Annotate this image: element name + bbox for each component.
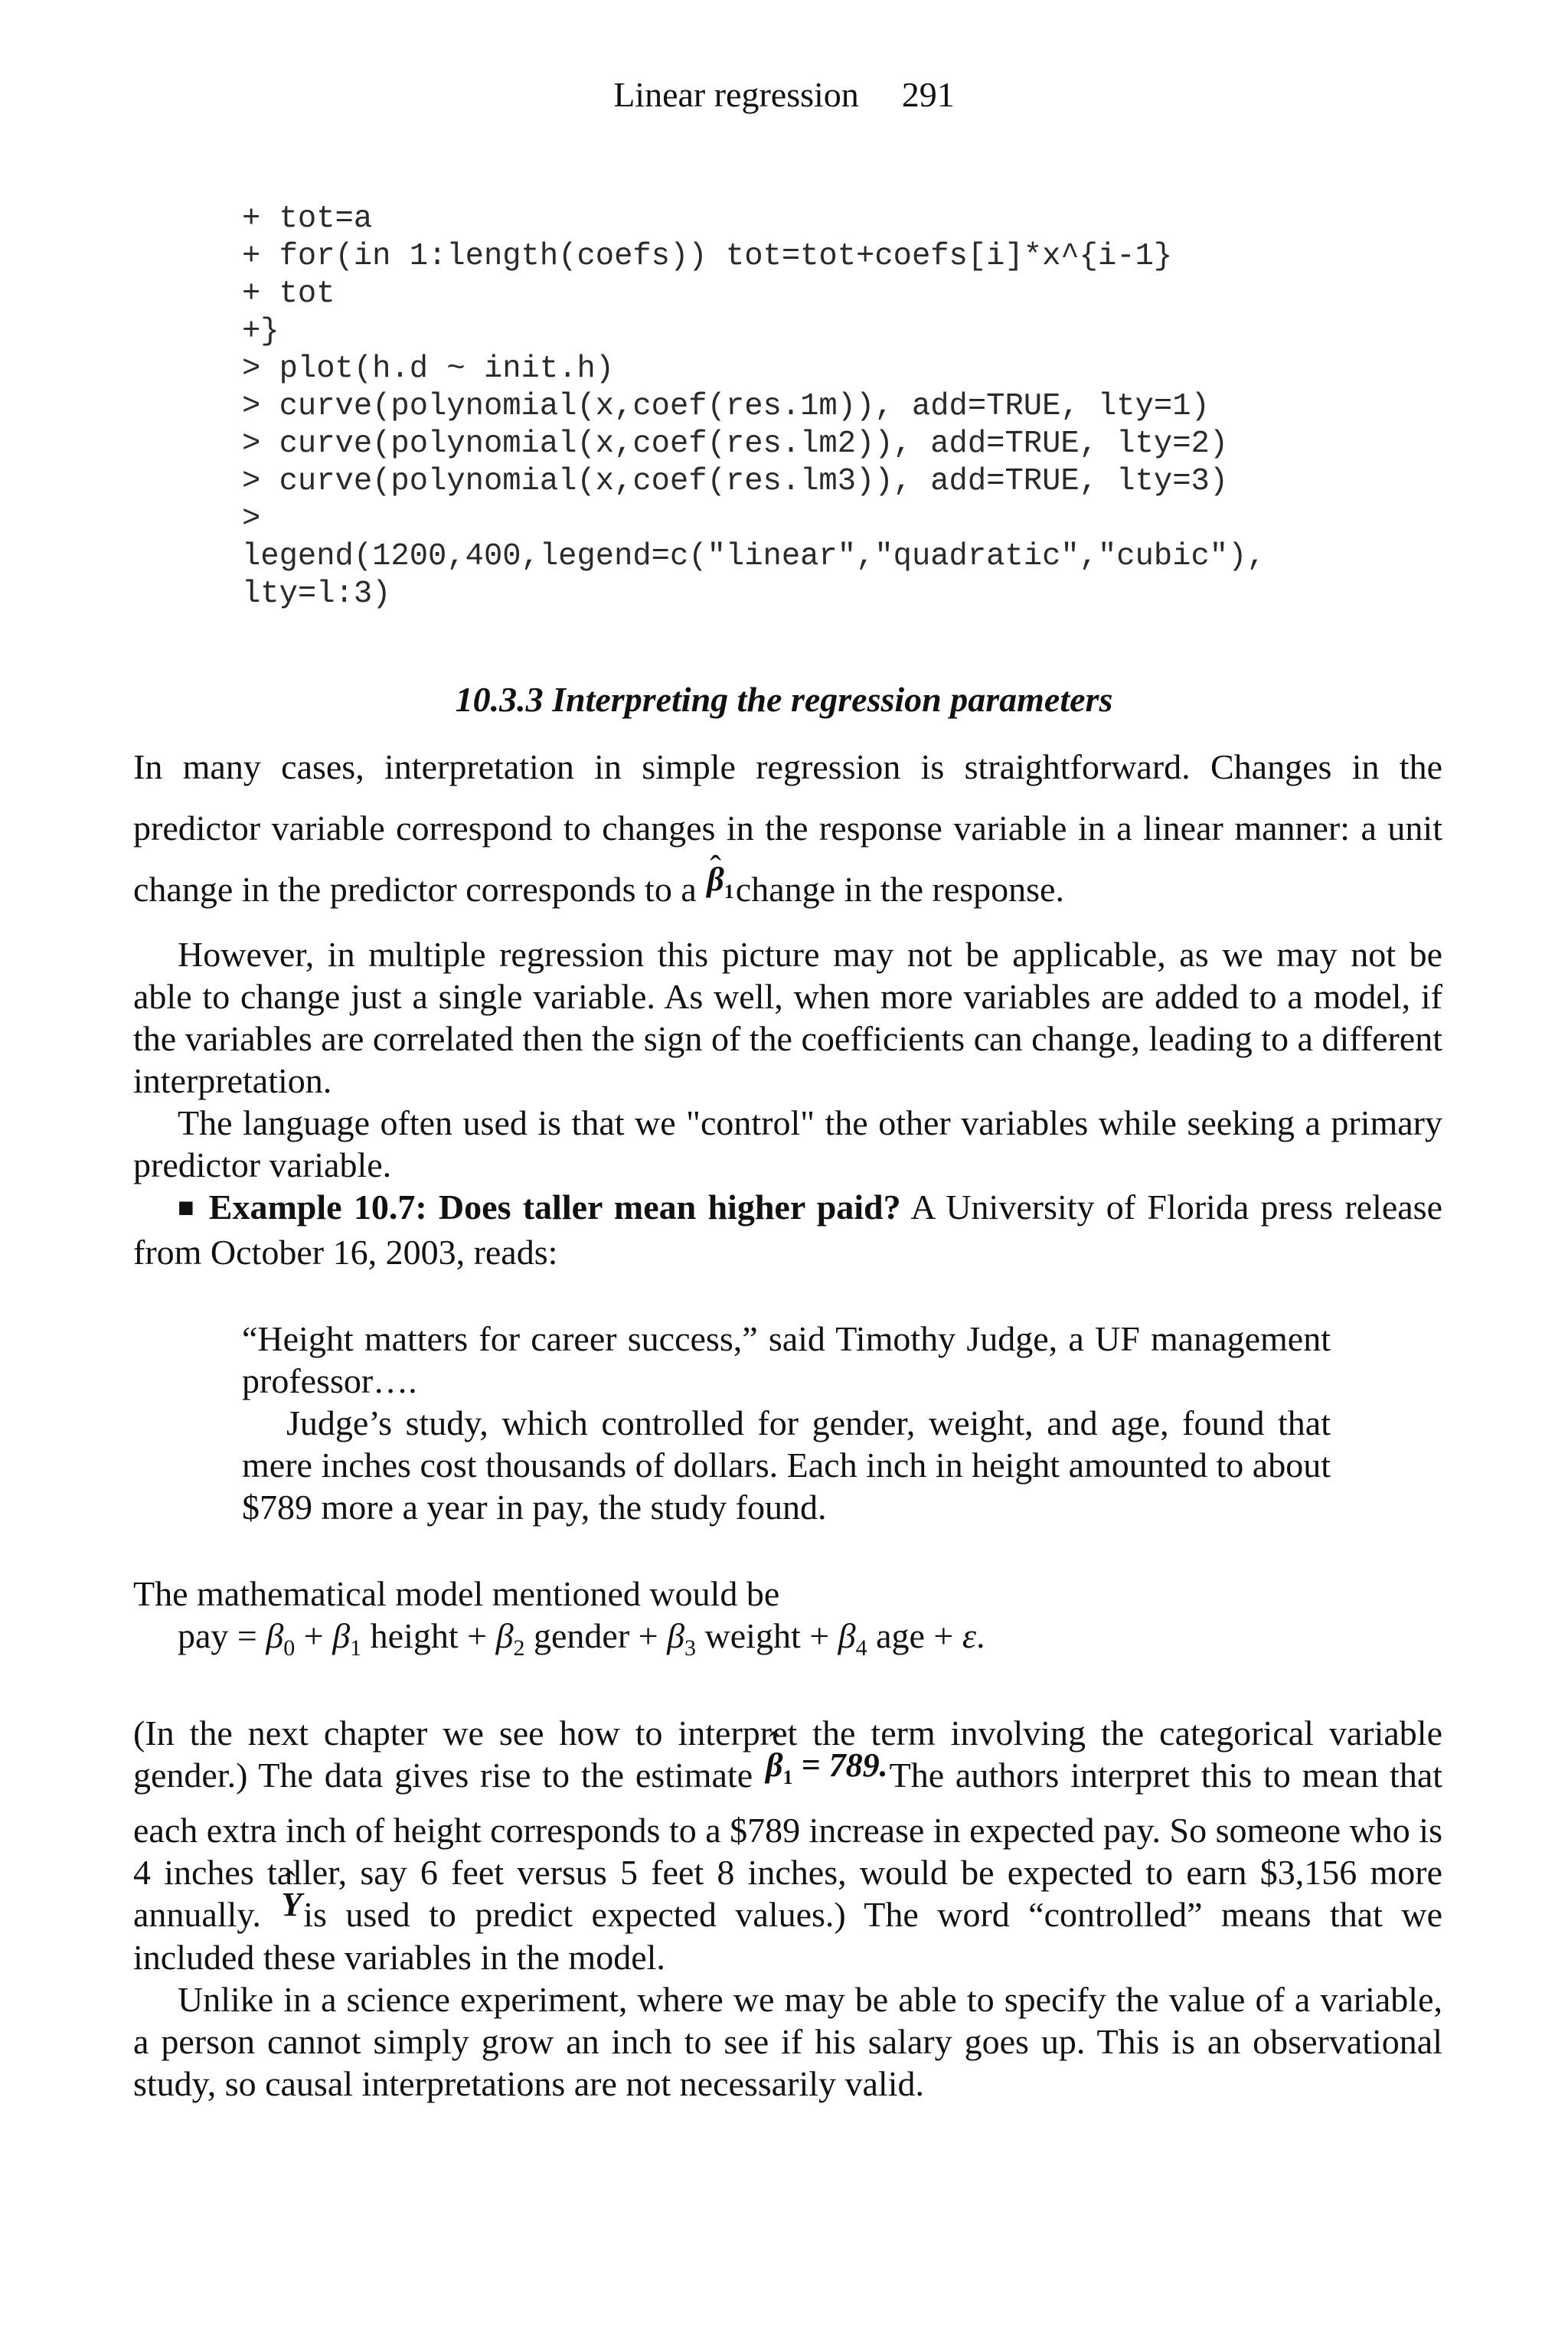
- section-heading: 10.3.3 Interpreting the regression parameters: [455, 680, 1113, 719]
- eq-beta: β: [495, 1615, 514, 1655]
- paragraph-1: [133, 737, 1442, 933]
- quote-line-1: “Height matters for career success,” said Timothy Judge, a UF management professor….: [242, 1318, 1331, 1400]
- eq-sub: 1: [350, 1635, 362, 1661]
- paragraph-2: However, in multiple regression this picture may not be applicable, as we may not be able to change just a single variable. As well, when more variables are added to a model, if the variables are correlated then the sign of the coefficients can change, leading to a different interpretation.: [133, 934, 1442, 1100]
- code-line: + tot: [242, 276, 335, 312]
- code-line: > plot(h.d ~ init.h): [242, 351, 615, 387]
- beta-hat-estimate-image: [764, 1744, 890, 1798]
- code-block: [242, 201, 1436, 613]
- code-line: > curve(polynomial(x,coef(res.lm2)), add=TRUE, lty=2): [242, 426, 1229, 462]
- eq-term: age +: [876, 1615, 954, 1655]
- example-title: Example 10.7: Does taller mean higher paid?: [208, 1187, 901, 1227]
- beta-subscript: 1: [782, 1766, 793, 1788]
- paragraph-text: change in the response.: [735, 870, 1064, 909]
- running-header: [0, 74, 1568, 116]
- eq-beta: β: [332, 1615, 351, 1655]
- eq-term: weight +: [704, 1615, 830, 1655]
- eq-end: .: [976, 1615, 985, 1655]
- eq-beta: β: [667, 1615, 685, 1655]
- code-line: lty=l:3): [242, 577, 391, 612]
- model-intro: The mathematical model mentioned would be: [133, 1573, 780, 1613]
- estimate-value: = 789.: [801, 1746, 888, 1784]
- eq-sub: 4: [855, 1635, 867, 1661]
- quote-line-2: Judge’s study, which controlled for gender, weight, and age, found that mere inches cost thousands of dollars. Each inch in height amounted to about $789 more a year in pay, the study found.: [242, 1403, 1331, 1527]
- beta-symbol: ˆ β: [766, 1746, 783, 1784]
- code-line: > curve(polynomial(x,coef(res.1m)), add=TRUE, lty=1): [242, 389, 1210, 424]
- code-line: legend(1200,400,legend=c("linear","quadratic","cubic"),: [242, 539, 1266, 574]
- beta-symbol: ˆ β: [707, 861, 724, 898]
- page-number: 291: [901, 75, 955, 114]
- eq-sub: 0: [283, 1635, 296, 1661]
- paragraph-text: (In the next chapter we see how to interpret the term involving the categorical variable gender.) The data gives rise to the estimate: [133, 1713, 1442, 1795]
- paragraph-3: The language often used is that we "control" the other variables while seeking a primary predictor variable.: [133, 1102, 1442, 1184]
- paragraph-text: In many cases, interpretation in simple regression is straightforward. Changes in the predictor variable correspond to changes in the response variable in a linear manner: a unit change in the predictor corresponds to a: [133, 747, 1442, 909]
- paragraph-5: Unlike in a science experiment, where we may be able to specify the value of a variable, a person cannot simply grow an inch to see if his salary goes up. This is an observational study, so causal interpretations are not necessarily valid.: [133, 1979, 1442, 2103]
- eq-sub: 3: [684, 1635, 697, 1661]
- beta-hat-1-image: [705, 849, 736, 923]
- eq-beta: β: [838, 1615, 856, 1655]
- block-quote: [242, 1318, 1331, 1528]
- paragraph-text: The authors interpret this to mean that each extra inch of height corresponds to a $789 increase in expected pay. So someone who is 4 inches taller, say 6 feet versus 5 feet 8 inches, would be expected to earn $3,156 more annually.: [133, 1755, 1443, 1934]
- y-hat-image: [279, 1883, 303, 1926]
- code-line: > curve(polynomial(x,coef(res.lm3)), add=TRUE, lty=3): [242, 464, 1229, 499]
- eq-term: gender +: [534, 1615, 658, 1655]
- example-text: A University of Florida press release from October 16, 2003, reads:: [133, 1187, 1442, 1272]
- eq-beta: β: [266, 1615, 284, 1655]
- code-line: + tot=a: [242, 201, 373, 237]
- eq-epsilon: ε: [962, 1615, 977, 1655]
- eq-sub: 2: [513, 1635, 525, 1661]
- model-equation: pay = $\beta_0 + \beta_1$ height + $\beta_2$ gender + $\beta_3$ weight + $\beta_4$ age + ε.: [178, 1615, 985, 1661]
- header-title: Linear regression: [613, 75, 859, 114]
- eq-lhs: pay =: [178, 1615, 257, 1655]
- code-line: + for(in 1:length(coefs)) tot=tot+coefs[i]*x^{i-1}: [242, 239, 1173, 274]
- example-paragraph: [133, 1186, 1442, 1273]
- example-marker: ■: [178, 1191, 198, 1223]
- code-line: >: [242, 501, 261, 537]
- paragraph-text: is used to predict expected values.) The word “controlled” means that we included these variables in the model.: [133, 1894, 1442, 1977]
- y-hat-symbol: ˆ Y: [281, 1886, 302, 1923]
- beta-subscript: 1: [724, 880, 734, 903]
- paragraph-4: [133, 1712, 1442, 1978]
- code-line: +}: [242, 314, 279, 349]
- body-text: [133, 737, 1442, 2105]
- eq-term: height +: [370, 1615, 488, 1655]
